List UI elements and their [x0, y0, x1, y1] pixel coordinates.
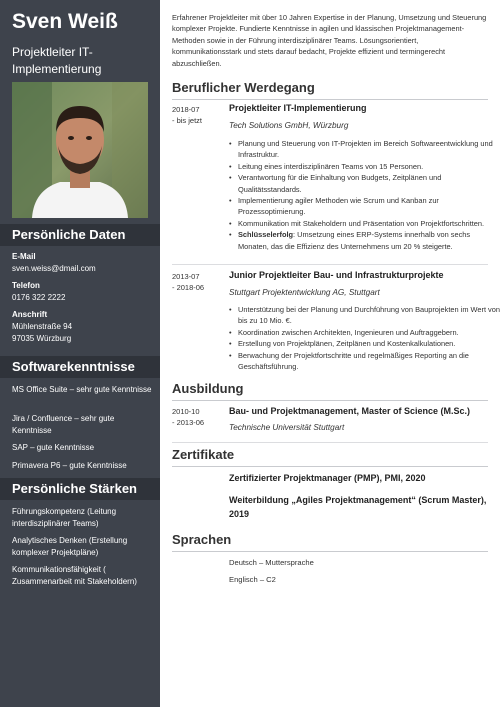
job-1-bullet-list — [229, 138, 500, 252]
job-2-bullet: • Koordination zwischen Architekten, Ingenieuren und Auftraggebern. — [238, 327, 500, 338]
job-1-company: Tech Solutions GmbH, Würzburg — [229, 121, 349, 130]
job-1-bullet: • Kommunikation mit Stakeholdern und Präsentation von Projektfortschritten. — [238, 218, 500, 229]
education-date-from: 2010-10 — [172, 407, 200, 416]
candidate-title: Projektleiter IT-Implementierung — [12, 45, 102, 76]
job-1-key-success — [238, 229, 500, 252]
job-2-bullet: • Erstellung von Projektplänen, Zeitplänen und Kostenkalkulationen. — [238, 338, 500, 349]
sidebar — [0, 0, 160, 707]
experience-heading: Beruflicher Werdegang — [172, 80, 488, 100]
language-item: Deutsch – Muttersprache — [229, 558, 314, 567]
job-1-bullet: • Leitung eines interdisziplinären Teams von 15 Personen. — [238, 161, 500, 172]
software-item: MS Office Suite – sehr gute Kenntnisse — [12, 385, 152, 394]
job-1-title: Projektleiter IT-Implementierung — [229, 103, 367, 113]
job-1-bullet: • Verantwortung für die Einhaltung von Budgets, Zeitplänen und Qualitätsstandards. — [238, 172, 500, 195]
job-2-bullet: • Berwachung der Projektfortschritte und regelmäßiges Reporting an die Geschäftsführung. — [238, 350, 500, 373]
job-2-bullet-list — [229, 304, 500, 372]
key-success-text: : Umsetzung eines ERP-Systems innerhalb von sechs Monaten, das die Effizienz des Unternehmens um 20 % steigerte. — [238, 230, 471, 251]
software-item: Primavera P6 – gute Kenntnisse — [12, 461, 127, 470]
strength-item: Analytisches Denken (Erstellung komplexer Projektpläne) — [12, 536, 128, 557]
strength-item: Führungskompetenz (Leitung interdisziplinärer Teams) — [12, 507, 117, 528]
education-date-to: - 2013-06 — [172, 418, 205, 427]
address-line-1: Mühlenstraße 94 — [12, 322, 73, 331]
divider — [172, 442, 488, 443]
strengths-heading: Persönliche Stärken — [0, 478, 160, 500]
language-item: Englisch – C2 — [229, 575, 276, 584]
education-school: Technische Universität Stuttgart — [229, 423, 345, 432]
profile-photo — [12, 82, 148, 218]
profile-summary: Erfahrener Projektleiter mit über 10 Jahren Expertise in der Planung, Umsetzung und Steuerung komplexer Projekte. Fundierte Kenntnisse in agilen und klassischen Projektmanagement-Methoden sowie in der Führung interdisziplinärer Teams. Lösungsorientiert, kommunikationsstark und stets darauf bedacht, Projekte effizient und termingerecht abzuschließen. — [172, 13, 487, 68]
job-2-bullet: • Unterstützung bei der Planung und Durchführung von Bauprojekten im Wert von bis zu 10 Mio. €. — [238, 304, 500, 327]
key-success-label: Schlüsselerfolg — [238, 230, 294, 240]
job-1-date-to: - bis jetzt — [172, 116, 203, 125]
job-2-company: Stuttgart Projektentwicklung AG, Stuttgart — [229, 288, 380, 297]
job-2-date-from: 2013-07 — [172, 272, 200, 281]
languages-heading: Sprachen — [172, 532, 488, 552]
certificate-item: Weiterbildung „Agiles Projektmanagement“ (Scrum Master), 2019 — [229, 495, 487, 519]
address-line-2: 97035 Würzburg — [12, 334, 72, 343]
software-heading: Softwarekenntnisse — [0, 356, 160, 378]
job-1-date-from: 2018-07 — [172, 105, 200, 114]
divider — [172, 264, 488, 265]
personal-data-heading: Persönliche Daten — [0, 224, 160, 246]
education-degree: Bau- und Projektmanagement, Master of Science (M.Sc.) — [229, 406, 471, 416]
certificates-heading: Zertifikate — [172, 447, 488, 467]
candidate-name: Sven Weiß — [12, 10, 118, 33]
email-value: sven.weiss@dmail.com — [12, 264, 96, 273]
phone-label: Telefon — [12, 281, 40, 290]
job-2-date-to: - 2018-06 — [172, 283, 205, 292]
certificate-item: Zertifizierter Projektmanager (PMP), PMI, 2020 — [229, 473, 426, 483]
phone-value: 0176 322 2222 — [12, 293, 66, 302]
education-heading: Ausbildung — [172, 381, 488, 401]
address-label: Anschrift — [12, 310, 48, 319]
software-item: Jira / Confluence – sehr gute Kenntnisse — [12, 414, 115, 435]
job-1-bullet: • Implementierung agiler Methoden wie Scrum und Kanban zur Prozessoptimierung. — [238, 195, 500, 218]
job-1-bullet: • Planung und Steuerung von IT-Projekten im Bereich Softwareentwicklung und Infrastruktur. — [238, 138, 500, 161]
email-label: E-Mail — [12, 252, 36, 261]
job-2-title: Junior Projektleiter Bau- und Infrastrukturprojekte — [229, 270, 444, 280]
strength-item: Kommunikationsfähigkeit ( Zusammenarbeit mit Stakeholdern) — [12, 565, 137, 586]
software-item: SAP – gute Kenntnisse — [12, 443, 95, 452]
